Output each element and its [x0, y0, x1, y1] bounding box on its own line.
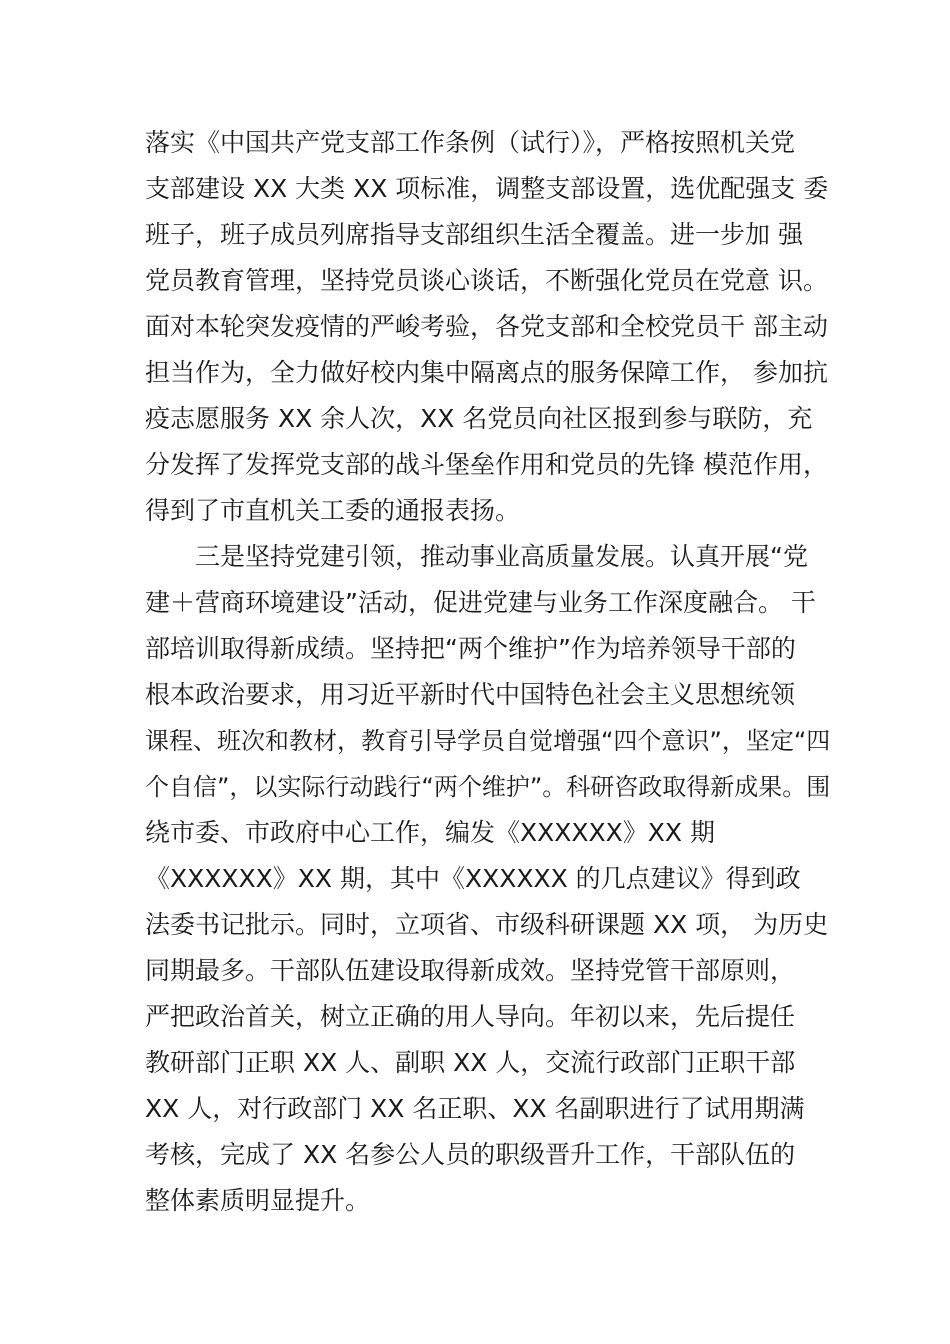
document-body — [145, 120, 835, 1224]
text-line: 同期最多。干部队伍建设取得新成效。坚持党管干部原则， — [145, 956, 796, 985]
text-line: 党员教育管理，坚持党员谈心谈话，不断强化党员在党意 识。 — [145, 266, 828, 295]
text-line: 班子，班子成员列席指导支部组织生活全覆盖。进一步加 强 — [145, 220, 803, 249]
text-line: 整体素质明显提升。 — [145, 1186, 371, 1215]
text-line: 落实《中国共产党支部工作条例（试行）》，严格按照机关党 — [145, 128, 796, 157]
text-line: 支部建设 XX 大类 XX 项标准，调整支部设置，选优配强支 委 — [145, 174, 829, 203]
text-line: 《XXXXXX》XX 期，其中《XXXXXX 的几点建议》得到政 — [145, 864, 801, 893]
text-line: 教研部门正职 XX 人、副职 XX 人，交流行政部门正职干部 — [145, 1048, 796, 1077]
text-line: 面对本轮突发疫情的严峻考验，各党支部和全校党员干 部主动 — [145, 312, 828, 341]
text-line: 考核，完成了 XX 名参公人员的职级晋升工作，干部队伍的 — [145, 1140, 796, 1169]
text-line: 严把政治首关，树立正确的用人导向。年初以来，先后提任 — [145, 1002, 796, 1031]
text-line: 建＋营商环境建设”活动，促进党建与业务工作深度融合。 干 — [145, 588, 816, 617]
text-line: 得到了市直机关工委的通报表扬。 — [145, 496, 521, 525]
text-line: 绕市委、市政府中心工作，编发《XXXXXX》XX 期 — [145, 818, 715, 847]
text-line: 三是坚持党建引领，推动事业高质量发展。认真开展“党 — [145, 542, 808, 571]
text-line: 疫志愿服务 XX 余人次，XX 名党员向社区报到参与联防，充 — [145, 404, 813, 433]
text-line: 课程、班次和教材，教育引导学员自觉增强“四个意识”，坚定“四 — [145, 727, 831, 755]
text-line: 法委书记批示。同时，立项省、市级科研课题 XX 项， 为历史 — [145, 910, 829, 939]
text-line: 担当作为，全力做好校内集中隔离点的服务保障工作， 参加抗 — [145, 358, 828, 387]
text-line: XX 人，对行政部门 XX 名正职、XX 名副职进行了试用期满 — [145, 1094, 805, 1123]
text-line: 个自信”，以实际行动践行“两个维护”。科研咨政取得新成果。围 — [145, 773, 831, 801]
text-line: 分发挥了发挥党支部的战斗堡垒作用和党员的先锋 模范作用， — [145, 450, 828, 479]
text-line: 部培训取得新成绩。坚持把“两个维护”作为培养领导干部的 — [145, 634, 796, 663]
text-line: 根本政治要求，用习近平新时代中国特色社会主义思想统领 — [145, 680, 796, 709]
